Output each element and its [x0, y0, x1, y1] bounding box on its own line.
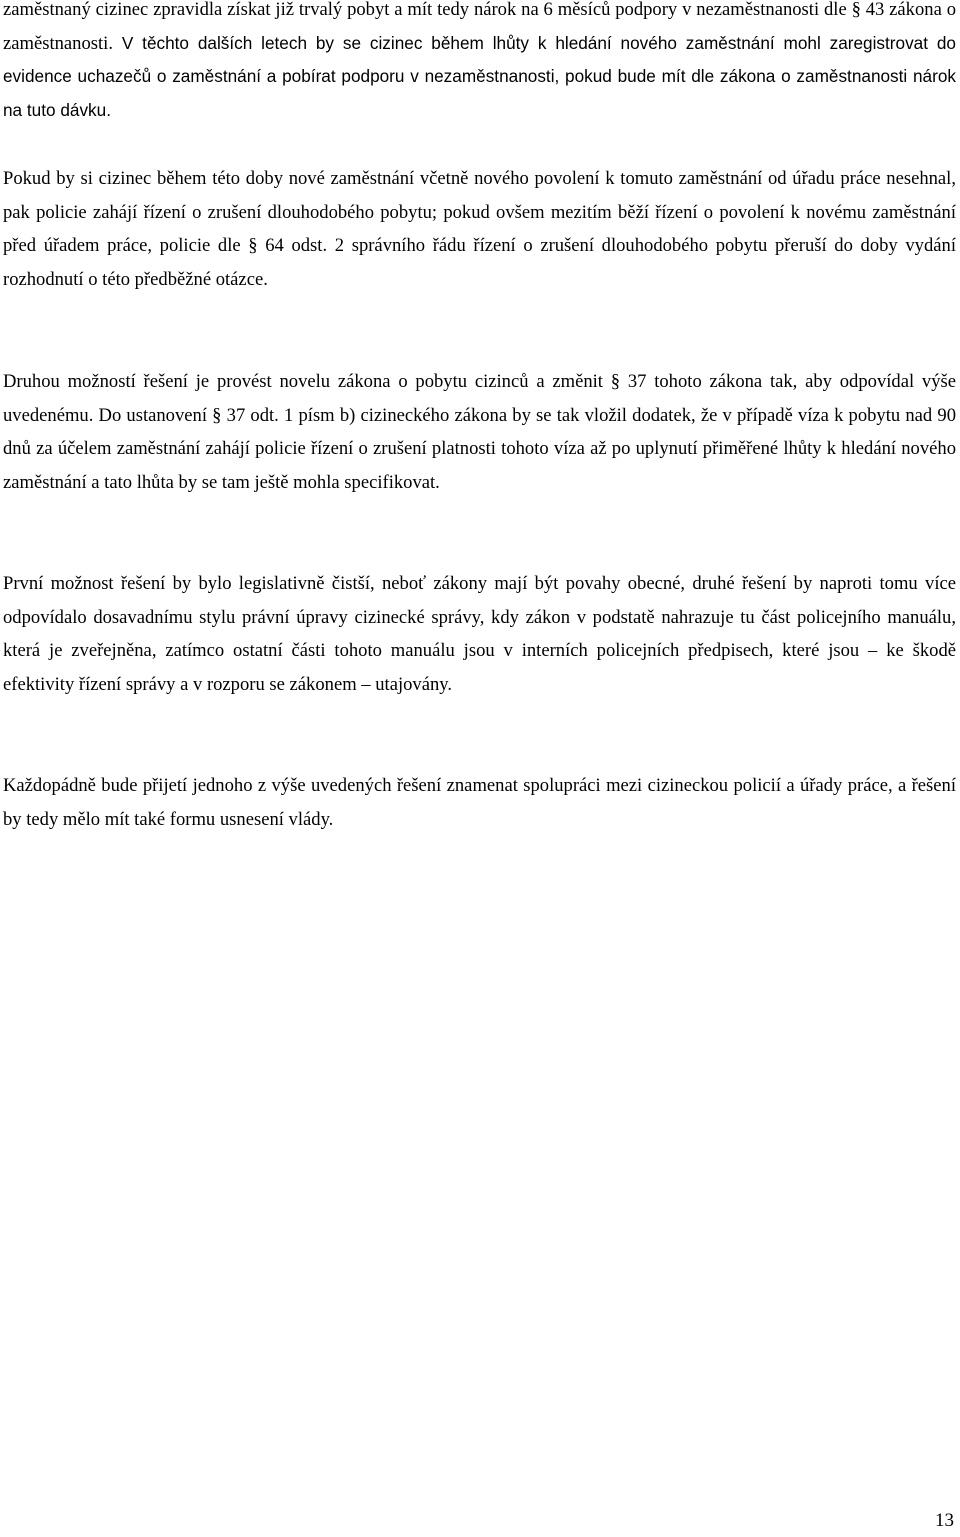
paragraph-5: Každopádně bude přijetí jednoho z výše uvedených řešení znamenat spolupráci mezi cizineckou policií a úřady práce, a řešení by tedy mělo mít také formu usnesení vlády.: [3, 775, 956, 830]
paragraph-4: První možnost řešení by bylo legislativně čistší, neboť zákony mají být povahy obecné, druhé řešení by naproti tomu více odpovídalo dosavadnímu stylu právní úpravy cizinecké správy, kdy zákon v podstatě nahrazuje tu část policejního manuálu, která je zveřejněna, zatímco ostatní části tohoto manuálu jsou v interních policejních předpisech, které jsou – ke škodě efektivity řízení správy a v rozporu se zákonem – utajovány.: [3, 573, 956, 696]
paragraph-1-serif-text: zaměstnaný cizinec zpravidla získat již trvalý pobyt a mít tedy nárok na 6 měsíců podpory v nezaměstnanosti dle § 43 zákona o zaměstnanosti.: [3, 0, 956, 54]
page-number: 13: [935, 1510, 954, 1531]
paragraph-3: Druhou možností řešení je provést novelu zákona o pobytu cizinců a změnit § 37 tohoto zákona tak, aby odpovídal výše uvedenému. Do ustanovení § 37 odt. 1 písm b) cizineckého zákona by se tak vložil dodatek, že v případě víza k pobytu nad 90 dnů za účelem zaměstnání zahájí policie řízení o zrušení platnosti tohoto víza až po uplynutí přiměřené lhůty k hledání nového zaměstnání a tato lhůta by se tam ještě mohla specifikovat.: [3, 371, 956, 494]
paragraph-2: Pokud by si cizinec během této doby nové zaměstnání včetně nového povolení k tomuto zaměstnání od úřadu práce nesehnal, pak policie zahájí řízení o zrušení dlouhodobého pobytu; pokud ovšem mezitím běží řízení o povolení k novému zaměstnání před úřadem práce, policie dle § 64 odst. 2 správního řádu řízení o zrušení dlouhodobého pobytu přeruší do doby vydání rozhodnutí o této předběžné otázce.: [3, 168, 956, 291]
paragraph-1-sans-text: V těchto dalších letech by se cizinec během lhůty k hledání nového zaměstnání mohl zaregistrovat do evidence uchazečů o zaměstnání a pobírat podporu v nezaměstnanosti, pokud bude mít dle zákona o zaměstnanosti nárok na tuto dávku.: [3, 32, 956, 121]
paragraph-1: [3, 0, 956, 128]
